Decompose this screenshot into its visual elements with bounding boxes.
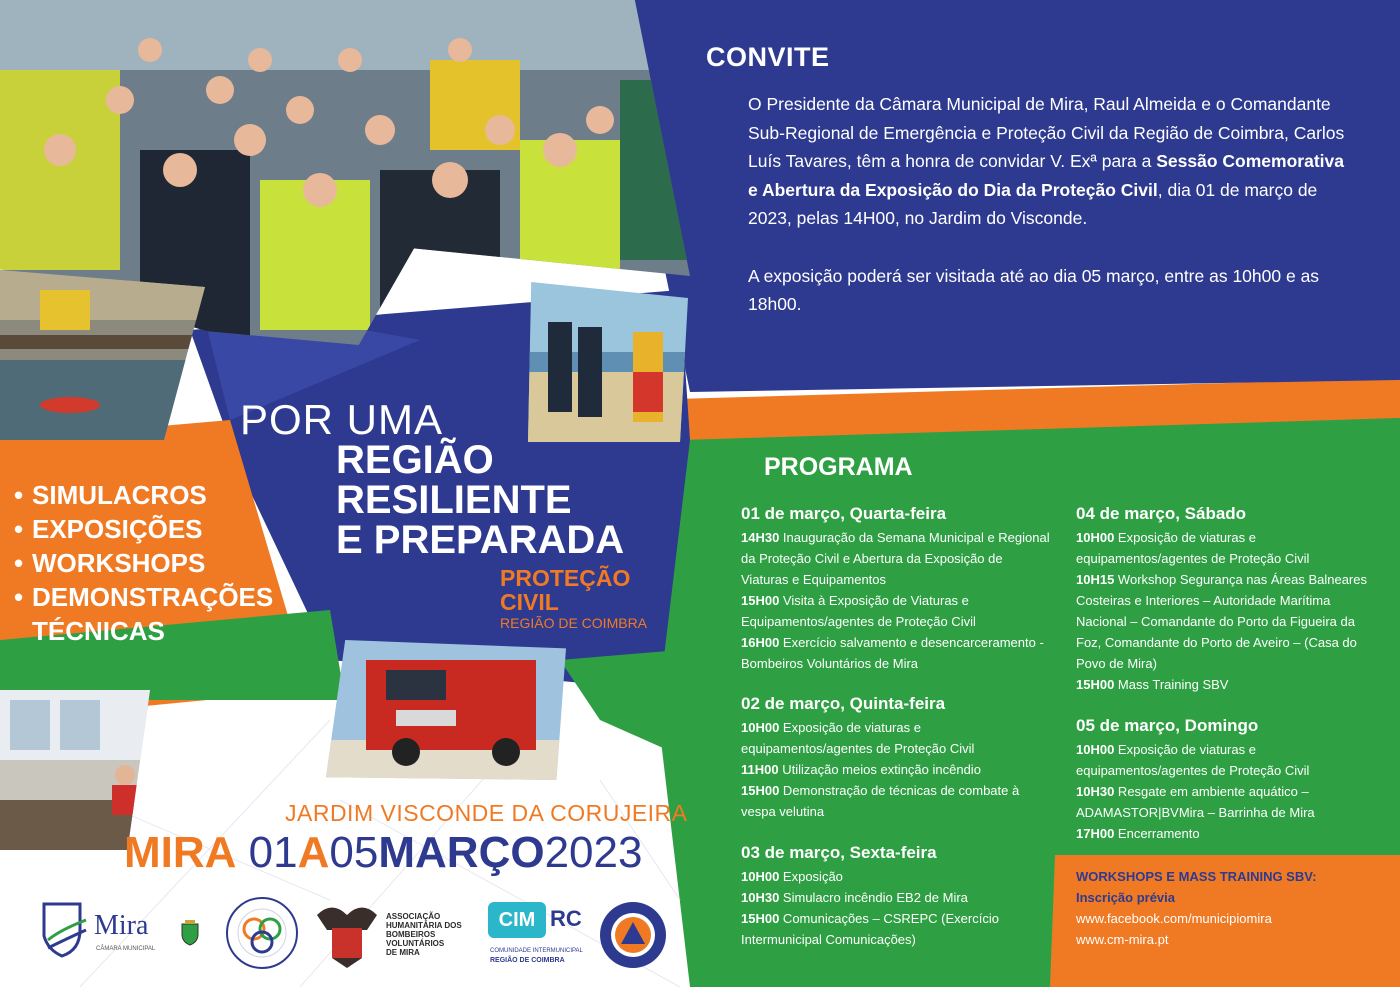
website-link[interactable]: www.cm-mira.pt xyxy=(1076,932,1169,947)
day-title: 05 de março, Domingo xyxy=(1076,716,1259,735)
day-title: 02 de março, Quinta-feira xyxy=(741,694,946,713)
cim-rc-logo xyxy=(484,902,594,972)
day-title: 01 de março, Quarta-feira xyxy=(741,504,947,523)
program-event xyxy=(1076,569,1376,674)
beach-photo xyxy=(528,282,688,442)
activity-item xyxy=(14,478,273,512)
program-event xyxy=(741,632,1051,674)
event-time: 10H30 xyxy=(741,890,780,905)
event-desc: Exposição xyxy=(779,869,843,884)
protecao-civil-region: REGIÃO DE COIMBRA xyxy=(500,615,648,631)
protecao-civil-line-1: PROTEÇÃO xyxy=(500,565,631,591)
event-desc: Exposição de viaturas e equipamentos/agentes de Proteção Civil xyxy=(1076,530,1310,566)
date-mira: MIRA xyxy=(124,828,237,877)
activity-label: EXPOSIÇÕES xyxy=(32,514,203,544)
program-event xyxy=(741,887,1041,908)
event-desc: Workshop Segurança nas Áreas Balneares Costeiras e Interiores – Autoridade Marítima Nacional – Comandante do Porto da Figueira da Foz, Comandante do Porto de Aveiro – (Casa do Povo de Mira) xyxy=(1076,572,1367,671)
program-event xyxy=(741,527,1051,590)
activity-label: DEMONSTRAÇÕES xyxy=(32,582,274,612)
program-event xyxy=(1076,823,1376,844)
convite-text-a: O Presidente da Câmara Municipal de Mira, Raul Almeida e o Comandante Sub-Regional de Emergência e Proteção Civil da Região de Coimbra, Carlos Luís Tavares, têm a honra de convidar V. Exª para a xyxy=(748,94,1345,171)
event-desc: Mass Training SBV xyxy=(1114,677,1229,692)
eagle-crest-icon xyxy=(312,900,382,970)
bombeiros-line: HUMANITÁRIA DOS xyxy=(386,921,462,930)
slogan-line-4: E PREPARADA xyxy=(336,518,625,562)
event-time: 14H30 xyxy=(741,530,780,545)
protecao-civil-mira-logo xyxy=(598,900,668,970)
event-time: 11H00 xyxy=(741,762,779,777)
event-time: 15H00 xyxy=(741,911,780,926)
bombeiros-text xyxy=(386,912,462,957)
program-day xyxy=(741,503,1051,674)
slogan-line-2: REGIÃO xyxy=(336,438,494,482)
event-time: 10H30 xyxy=(1076,784,1115,799)
bombeiros-line: ASSOCIAÇÃO xyxy=(386,912,441,921)
mira-logo-subtitle: CÂMARA MUNICIPAL xyxy=(96,946,156,952)
workshops-box xyxy=(1076,866,1376,950)
program-event xyxy=(1076,674,1376,695)
event-time: 10H00 xyxy=(1076,742,1115,757)
event-time: 10H15 xyxy=(1076,572,1115,587)
event-desc: Resgate em ambiente aquático – ADAMASTOR|BVMira – Barrinha de Mira xyxy=(1076,784,1315,820)
classroom-photo xyxy=(0,690,150,850)
date-line xyxy=(124,828,642,878)
activities-list xyxy=(14,478,273,648)
programa-title: PROGRAMA xyxy=(764,453,913,481)
bullet-icon: • xyxy=(14,582,24,612)
slogan-line-1: POR UMA xyxy=(240,396,444,443)
mira-shield-icon xyxy=(40,900,90,958)
bombeiros-line: DE MIRA xyxy=(386,948,420,957)
cim-badge: CIM xyxy=(488,902,546,938)
convite-paragraph-1 xyxy=(748,90,1358,233)
program-day xyxy=(741,693,1041,822)
date-a: A xyxy=(297,828,330,877)
convite-text-b: , dia 01 de março de 2023, pelas 14H00, no Jardim do Visconde. xyxy=(748,179,1318,228)
activity-item xyxy=(14,512,273,546)
convite-event-name: Sessão Comemorativa e Abertura da Exposição do Dia da Proteção Civil xyxy=(748,151,1344,200)
cim-subtitle-2: REGIÃO DE COIMBRA xyxy=(490,957,565,964)
workshops-subtitle: Inscrição prévia xyxy=(1076,890,1175,905)
event-time: 17H00 xyxy=(1076,826,1115,841)
program-event xyxy=(741,717,1041,759)
activity-item xyxy=(14,580,273,614)
location-title: JARDIM VISCONDE DA CORUJEIRA xyxy=(285,800,688,826)
event-time: 10H00 xyxy=(741,869,780,884)
program-day xyxy=(741,842,1041,950)
event-time: 15H00 xyxy=(741,783,780,798)
mira-logo-name: Mira xyxy=(94,910,149,941)
date-year: 2023 xyxy=(544,828,643,877)
event-time: 15H00 xyxy=(741,593,780,608)
activity-label: WORKSHOPS xyxy=(32,548,206,578)
convite-body xyxy=(748,90,1358,319)
program-event xyxy=(741,780,1041,822)
bombeiros-line: BOMBEIROS xyxy=(386,930,436,939)
program-event xyxy=(741,908,1041,950)
program-event xyxy=(741,866,1041,887)
workshops-title: WORKSHOPS E MASS TRAINING SBV: xyxy=(1076,869,1317,884)
bullet-icon: • xyxy=(14,514,24,544)
bullet-icon: • xyxy=(14,480,24,510)
activity-item-continuation: TÉCNICAS xyxy=(32,616,165,646)
facebook-link[interactable]: www.facebook.com/municipiomira xyxy=(1076,911,1272,926)
fire-truck-photo xyxy=(326,640,566,780)
event-desc: Utilização meios extinção incêndio xyxy=(778,762,981,777)
anepc-logo xyxy=(224,895,300,971)
cim-rc-text: RC xyxy=(550,906,582,931)
bullet-icon: • xyxy=(14,548,24,578)
program-event xyxy=(741,759,1041,780)
mira-municipality-logo xyxy=(40,900,180,960)
program-event xyxy=(1076,527,1376,569)
program-event xyxy=(1076,739,1376,781)
date-start: 01 xyxy=(248,828,298,877)
program-day xyxy=(1076,503,1376,695)
program-event xyxy=(1076,781,1376,823)
program-day xyxy=(1076,715,1376,844)
event-time: 10H00 xyxy=(741,720,780,735)
program-event xyxy=(741,590,1051,632)
event-desc: Visita à Exposição de Viaturas e Equipamentos/agentes de Proteção Civil xyxy=(741,593,976,629)
event-desc: Inauguração da Semana Municipal e Regional da Proteção Civil e Abertura da Exposição de Viaturas e Equipamentos xyxy=(741,530,1050,587)
cim-subtitle-1: COMUNIDADE INTERMUNICIPAL xyxy=(490,948,583,954)
activity-label: SIMULACROS xyxy=(32,480,207,510)
event-desc: Exposição de viaturas e equipamentos/agentes de Proteção Civil xyxy=(741,720,975,756)
bombeiros-mira-logo xyxy=(312,900,472,972)
day-title: 04 de março, Sábado xyxy=(1076,504,1247,523)
event-desc: Exercício salvamento e desencarceramento - Bombeiros Voluntários de Mira xyxy=(741,635,1044,671)
event-desc: Simulacro incêndio EB2 de Mira xyxy=(779,890,968,905)
event-desc: Encerramento xyxy=(1114,826,1200,841)
date-end: 05 xyxy=(329,828,379,877)
event-time: 10H00 xyxy=(1076,530,1115,545)
protecao-civil-line-2: CIVIL xyxy=(500,589,559,615)
activity-item xyxy=(14,546,273,580)
event-desc: Demonstração de técnicas de combate à vespa velutina xyxy=(741,783,1020,819)
day-title: 03 de março, Sexta-feira xyxy=(741,843,937,862)
convite-title: CONVITE xyxy=(706,42,830,72)
date-month: MARÇO xyxy=(378,828,545,877)
event-time: 16H00 xyxy=(741,635,780,650)
mira-coat-of-arms-icon xyxy=(180,920,200,946)
event-time: 15H00 xyxy=(1076,677,1115,692)
bombeiros-line: VOLUNTÁRIOS xyxy=(386,939,445,948)
convite-paragraph-2: A exposição poderá ser visitada até ao dia 05 março, entre as 10h00 e as 18h00. xyxy=(748,265,1320,314)
event-desc: Comunicações – CSREPC (Exercício Intermunicipal Comunicações) xyxy=(741,911,999,947)
event-desc: Exposição de viaturas e equipamentos/agentes de Proteção Civil xyxy=(1076,742,1310,778)
slogan-line-3: RESILIENTE xyxy=(336,478,572,522)
